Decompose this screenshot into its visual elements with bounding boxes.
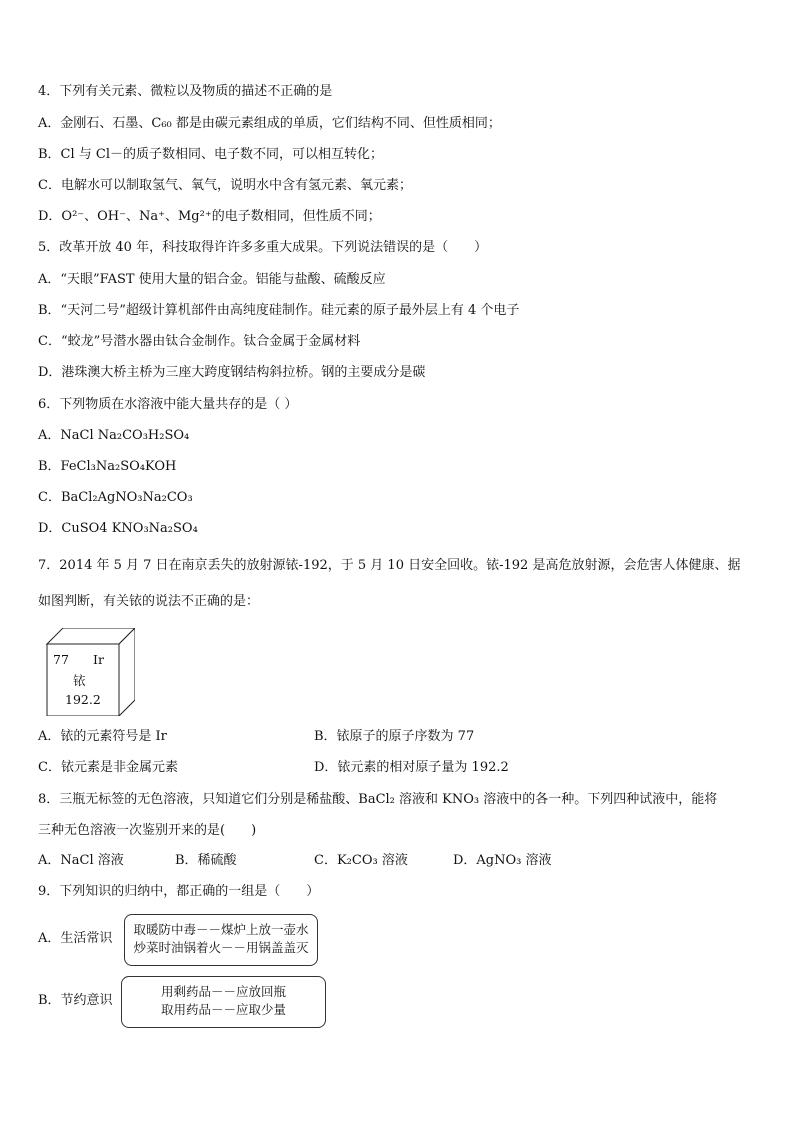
- q4-option-b: B．Cl 与 Cl－的质子数相同、电子数不同，可以相互转化；: [38, 147, 384, 162]
- q5-option-a: A．“天眼”FAST 使用大量的铝合金。铝能与盐酸、硫酸反应: [38, 272, 386, 287]
- q9-option-b-line1: 用剩药品－－应放回瓶: [160, 984, 286, 999]
- q6-stem: 6．下列物质在水溶液中能大量共存的是（ ）: [38, 397, 298, 412]
- q9-option-a-box: [124, 914, 318, 966]
- q7-stem-line2: 如图判断，有关铱的说法不正确的是：: [38, 594, 260, 609]
- q9-option-a-line1: 取暖防中毒－－煤炉上放一壶水: [133, 922, 309, 937]
- q9-option-a-label: A．生活常识: [38, 931, 113, 946]
- q6-option-b: B．FeCl₃Na₂SO₄KOH: [38, 459, 177, 474]
- element-symbol: Ir: [93, 652, 104, 667]
- q4-option-a: A．金刚石、石墨、C₆₀ 都是由碳元素组成的单质，它们结构不同、但性质相同；: [38, 116, 501, 131]
- q4-option-c: C．电解水可以制取氢气、氧气，说明水中含有氢元素、氧元素；: [38, 178, 412, 193]
- atomic-mass: 192.2: [65, 692, 101, 707]
- q5-stem: 5．改革开放 40 年，科技取得许许多多重大成果。下列说法错误的是（ ）: [38, 240, 488, 255]
- q8-option-c: C．K₂CO₃ 溶液: [314, 853, 408, 868]
- q5-option-d: D．港珠澳大桥主桥为三座大跨度钢结构斜拉桥。钢的主要成分是碳: [38, 365, 426, 380]
- q4-stem: 4．下列有关元素、微粒以及物质的描述不正确的是: [38, 84, 333, 99]
- atomic-number: 77: [53, 652, 69, 667]
- q8-option-b: B．稀硫酸: [175, 853, 237, 868]
- q7-option-c: C．铱元素是非金属元素: [38, 760, 178, 775]
- q9-option-b-box: [121, 976, 326, 1028]
- q4-option-d: D．O²⁻、OH⁻、Na⁺、Mg²⁺的电子数相同，但性质不同；: [38, 209, 381, 224]
- q7-option-d: D．铱元素的相对原子量为 192.2: [314, 760, 509, 775]
- q8-option-a: A．NaCl 溶液: [38, 853, 124, 868]
- q9-option-a-line2: 炒菜时油锅着火－－用锅盖盖灭: [133, 940, 309, 955]
- q8-stem-line1: 8．三瓶无标签的无色溶液，只知道它们分别是稀盐酸、BaCl₂ 溶液和 KNO₃ 溶液中的各一种。下列四种试液中，能将: [38, 792, 718, 807]
- q6-option-c: C．BaCl₂AgNO₃Na₂CO₃: [38, 490, 193, 505]
- q6-option-a: A．NaCl Na₂CO₃H₂SO₄: [38, 428, 190, 443]
- q9-stem: 9．下列知识的归纳中，都正确的一组是（ ）: [38, 884, 320, 899]
- q9-option-b-line2: 取用药品－－应取少量: [160, 1002, 286, 1017]
- q5-option-c: C．“蛟龙”号潜水器由钛合金制作。钛合金属于金属材料: [38, 334, 361, 349]
- q7-option-a: A．铱的元素符号是 Ir: [38, 729, 167, 744]
- q7-stem-line1: 7．2014 年 5 月 7 日在南京丢失的放射源铱-192，于 5 月 10 日安全回收。铱-192 是高危放射源，会危害人体健康、据: [38, 558, 741, 573]
- q5-option-b: B．“天河二号”超级计算机部件由高纯度硅制作。硅元素的原子最外层上有 4 个电子: [38, 303, 520, 318]
- q7-option-b: B．铱原子的原子序数为 77: [314, 729, 475, 744]
- q6-option-d: D．CuSO4 KNO₃Na₂SO₄: [38, 521, 198, 536]
- element-card-iridium: [43, 628, 135, 716]
- q8-option-d: D．AgNO₃ 溶液: [453, 853, 552, 868]
- q9-option-b-label: B．节约意识: [38, 993, 113, 1008]
- element-name: 铱: [73, 673, 86, 688]
- q8-stem-line2: 三种无色溶液一次鉴别开来的是( ): [38, 823, 257, 838]
